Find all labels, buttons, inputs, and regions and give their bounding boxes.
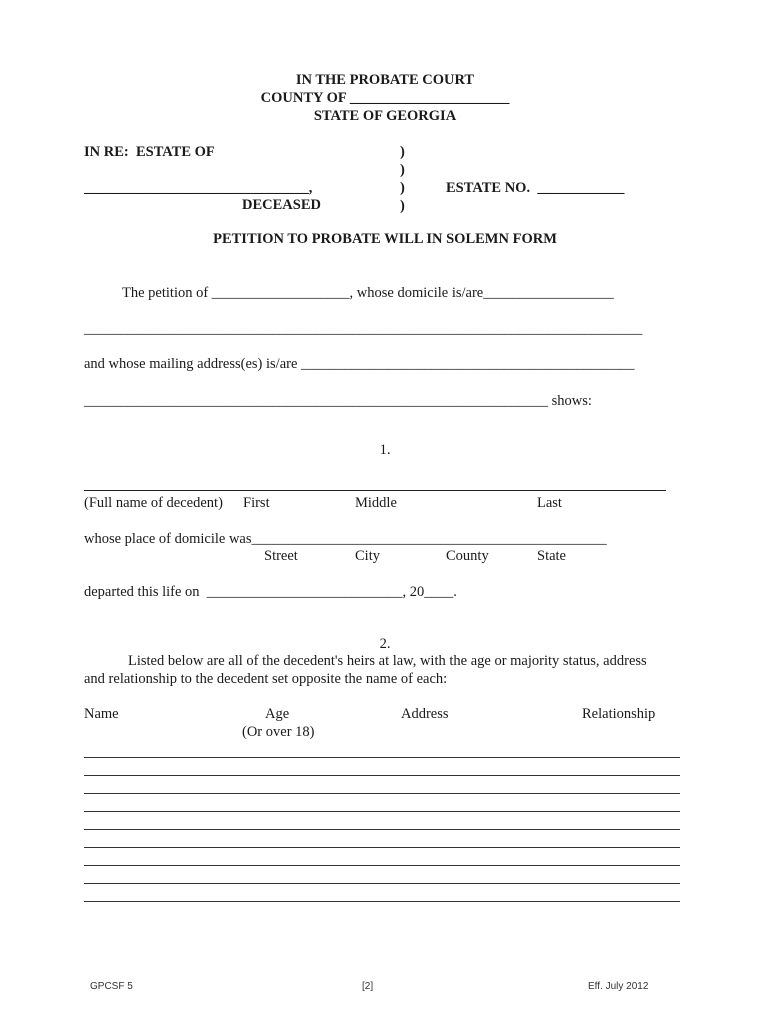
column-address: Address	[401, 706, 449, 722]
heirs-paragraph-line-2: and relationship to the decedent set opposite the name of each:	[84, 671, 448, 687]
petitioner-line[interactable]: The petition of ___________________, whose domicile is/are__________________	[122, 285, 614, 301]
city-label: City	[355, 548, 380, 564]
heir-entry-line[interactable]	[84, 883, 680, 884]
caption-paren-3: )	[400, 180, 405, 196]
domicile-line[interactable]: whose place of domicile was_________________________________________________	[84, 531, 607, 547]
last-name-label: Last	[537, 495, 562, 511]
footer-page-number: [2]	[362, 981, 374, 992]
state-label: State	[537, 548, 566, 564]
county-label: County	[446, 548, 489, 564]
street-label: Street	[264, 548, 298, 564]
heir-entry-line[interactable]	[84, 811, 680, 812]
in-re-label: IN RE: ESTATE OF	[84, 144, 215, 160]
heir-entry-line[interactable]	[84, 865, 680, 866]
heir-entry-line[interactable]	[84, 793, 680, 794]
form-title: PETITION TO PROBATE WILL IN SOLEMN FORM	[213, 231, 557, 247]
state-heading: STATE OF GEORGIA	[313, 108, 457, 124]
section-2-number: 2.	[379, 636, 391, 652]
section-1-number: 1.	[379, 442, 391, 458]
date-of-death-line[interactable]: departed this life on ___________________________, 20____.	[84, 584, 457, 600]
footer-effective-date: Eff. July 2012	[588, 981, 649, 992]
county-heading: COUNTY OF ______________________	[260, 90, 510, 106]
column-age-subtitle: (Or over 18)	[242, 724, 315, 740]
caption-paren-1: )	[400, 144, 405, 160]
estate-number-field[interactable]: ESTATE NO. ____________	[446, 180, 625, 196]
column-relationship: Relationship	[582, 706, 656, 722]
full-name-label: (Full name of decedent)	[84, 495, 223, 511]
heir-entry-line[interactable]	[84, 757, 680, 758]
decedent-name-line: _______________________________,	[84, 180, 313, 196]
heir-entry-line[interactable]	[84, 829, 680, 830]
mailing-address-line[interactable]: and whose mailing address(es) is/are ______________________________________________	[84, 356, 635, 372]
heir-entry-line[interactable]	[84, 775, 680, 776]
heir-entry-line[interactable]	[84, 847, 680, 848]
shows-line[interactable]: ________________________________________________________________ shows:	[84, 393, 592, 409]
column-age: Age	[265, 706, 290, 722]
footer-form-id: GPCSF 5	[90, 981, 133, 992]
caption-paren-2: )	[400, 162, 405, 178]
deceased-label: DECEASED	[242, 197, 321, 213]
middle-name-label: Middle	[355, 495, 397, 511]
caption-paren-4: )	[400, 198, 405, 214]
first-name-label: First	[243, 495, 270, 511]
heirs-paragraph-line-1: Listed below are all of the decedent's heirs at law, with the age or majority status, address	[128, 653, 647, 669]
heir-entry-line[interactable]	[84, 901, 680, 902]
court-heading: IN THE PROBATE COURT	[295, 72, 475, 88]
column-name: Name	[84, 706, 119, 722]
decedent-full-name-line[interactable]	[84, 490, 666, 491]
domicile-continuation-line[interactable]: _____________________________________________________________________________	[84, 321, 643, 337]
